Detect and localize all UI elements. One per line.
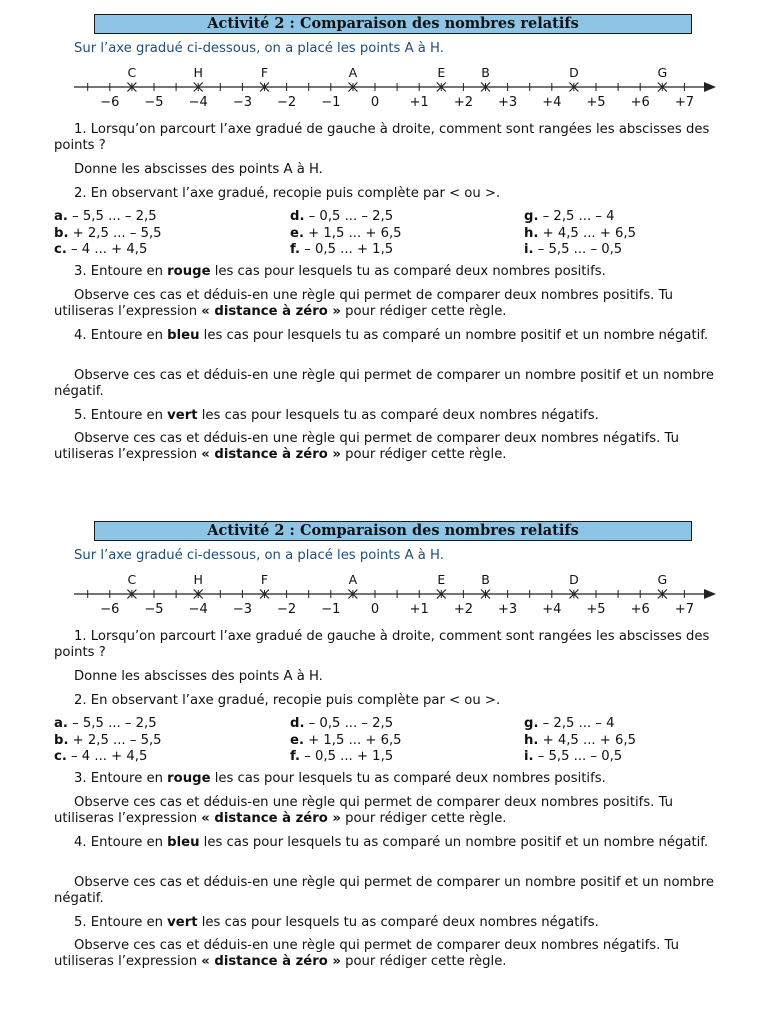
question-2: 2. En observant l’axe gradué, recopie puis complète par < ou >. [74,186,501,201]
comparison-item: f. – 0,5 ... + 1,5 [290,242,394,257]
point-label: H [193,65,203,80]
comparison-item: c. – 4 ... + 4,5 [54,242,148,257]
comparison-row [54,716,714,732]
axis-tick-label: +6 [630,602,650,617]
question-3: 3. Entoure en rouge les cas pour lesquels tu as comparé deux nombres positifs. [74,771,606,786]
question-4-rule: Observe ces cas et déduis-en une règle qui permet de comparer un nombre positif et un nombre négatif. [54,368,714,399]
question-5-rule: Observe ces cas et déduis-en une règle qui permet de comparer deux nombres négatifs. Tu utiliseras l’expression « distance à zéro » pour rédiger cette règle. [54,431,679,462]
axis-tick-label: −4 [188,95,208,110]
axis-tick-label: +3 [498,602,518,617]
question-1-instruction: Donne les abscisses des points A à H. [74,162,323,177]
axis-tick-label: +7 [674,95,694,110]
point-label: A [348,572,358,587]
comparison-item: i. – 5,5 ... – 0,5 [524,749,623,764]
comparison-item: h. + 4,5 ... + 6,5 [524,733,636,748]
axis-tick-label: −3 [232,95,252,110]
comparison-item: h. + 4,5 ... + 6,5 [524,226,636,241]
axis-tick-label: +5 [586,95,606,110]
axis-tick-label: +4 [542,602,562,617]
question-1: 1. Lorsqu’on parcourt l’axe gradué de gauche à droite, comment sont rangées les abscisses des points ? [54,122,710,153]
axis-tick-label: +1 [409,602,429,617]
comparison-item: c. – 4 ... + 4,5 [54,749,148,764]
comparison-item: g. – 2,5 ... – 4 [524,716,615,731]
question-1-instruction: Donne les abscisses des points A à H. [74,669,323,684]
comparison-row [54,209,714,225]
activity-sheet-1 [0,0,768,506]
question-4-rule: Observe ces cas et déduis-en une règle qui permet de comparer un nombre positif et un nombre négatif. [54,875,714,906]
point-label: H [193,572,203,587]
comparison-item: d. – 0,5 ... – 2,5 [290,209,394,224]
intro-text: Sur l’axe gradué ci-dessous, on a placé les points A à H. [74,548,444,563]
comparison-row [54,226,714,242]
point-label: B [481,65,490,80]
axis-tick-label: −4 [188,602,208,617]
point-label: C [127,65,137,80]
activity-sheet-2 [0,507,768,1013]
question-5: 5. Entoure en vert les cas pour lesquels tu as comparé deux nombres négatifs. [74,915,599,930]
comparison-row [54,733,714,749]
point-label: B [481,572,490,587]
point-label: F [260,65,269,80]
point-label: D [569,65,579,80]
comparison-row [54,749,714,765]
point-label: G [657,572,668,587]
question-2: 2. En observant l’axe gradué, recopie puis complète par < ou >. [74,693,501,708]
question-4: 4. Entoure en bleu les cas pour lesquels tu as comparé un nombre positif et un nombre négatif. [74,835,709,850]
comparison-item: i. – 5,5 ... – 0,5 [524,242,623,257]
axis-tick-label: −1 [321,602,341,617]
axis-tick-label: −5 [144,602,164,617]
comparison-item: a. – 5,5 ... – 2,5 [54,209,157,224]
comparison-row [54,242,714,258]
point-label: A [348,65,358,80]
point-label: E [437,65,446,80]
point-label: F [260,572,269,587]
question-3: 3. Entoure en rouge les cas pour lesquels tu as comparé deux nombres positifs. [74,264,606,279]
comparison-item: f. – 0,5 ... + 1,5 [290,749,394,764]
axis-tick-label: −6 [100,95,120,110]
question-3-rule: Observe ces cas et déduis-en une règle qui permet de comparer deux nombres positifs. Tu utiliseras l’expression « distance à zéro » pour rédiger cette règle. [54,288,673,319]
comparison-item: e. + 1,5 ... + 6,5 [290,226,402,241]
comparison-item: e. + 1,5 ... + 6,5 [290,733,402,748]
comparison-item: g. – 2,5 ... – 4 [524,209,615,224]
axis-tick-label: +2 [453,95,473,110]
question-5: 5. Entoure en vert les cas pour lesquels tu as comparé deux nombres négatifs. [74,408,599,423]
axis-tick-label: +7 [674,602,694,617]
comparison-item: d. – 0,5 ... – 2,5 [290,716,394,731]
axis-tick-label: +6 [630,95,650,110]
axis-tick-label: +3 [498,95,518,110]
axis-tick-label: +4 [542,95,562,110]
axis-tick-label: +5 [586,602,606,617]
axis-tick-label: −6 [100,602,120,617]
question-4: 4. Entoure en bleu les cas pour lesquels tu as comparé un nombre positif et un nombre négatif. [74,328,709,343]
intro-text: Sur l’axe gradué ci-dessous, on a placé les points A à H. [74,41,444,56]
axis-arrow-icon [704,589,716,599]
comparison-item: a. – 5,5 ... – 2,5 [54,716,157,731]
number-line [64,567,728,619]
question-5-rule: Observe ces cas et déduis-en une règle qui permet de comparer deux nombres négatifs. Tu utiliseras l’expression « distance à zéro » pour rédiger cette règle. [54,938,679,969]
axis-tick-label: −2 [277,95,297,110]
axis-tick-label: −5 [144,95,164,110]
point-label: D [569,572,579,587]
point-label: C [127,572,137,587]
activity-title: Activité 2 : Comparaison des nombres relatifs [94,521,692,541]
axis-tick-label: +2 [453,602,473,617]
question-1: 1. Lorsqu’on parcourt l’axe gradué de gauche à droite, comment sont rangées les abscisses des points ? [54,629,710,660]
axis-tick-label: +1 [409,95,429,110]
comparison-item: b. + 2,5 ... – 5,5 [54,733,162,748]
axis-tick-label: −3 [232,602,252,617]
question-3-rule: Observe ces cas et déduis-en une règle qui permet de comparer deux nombres positifs. Tu utiliseras l’expression « distance à zéro » pour rédiger cette règle. [54,795,673,826]
point-label: E [437,572,446,587]
axis-tick-label: −2 [277,602,297,617]
point-label: G [657,65,668,80]
activity-title: Activité 2 : Comparaison des nombres relatifs [94,14,692,34]
axis-arrow-icon [704,82,716,92]
axis-tick-label: 0 [370,95,380,110]
axis-tick-label: 0 [370,602,380,617]
axis-tick-label: −1 [321,95,341,110]
comparison-item: b. + 2,5 ... – 5,5 [54,226,162,241]
number-line [64,60,728,112]
